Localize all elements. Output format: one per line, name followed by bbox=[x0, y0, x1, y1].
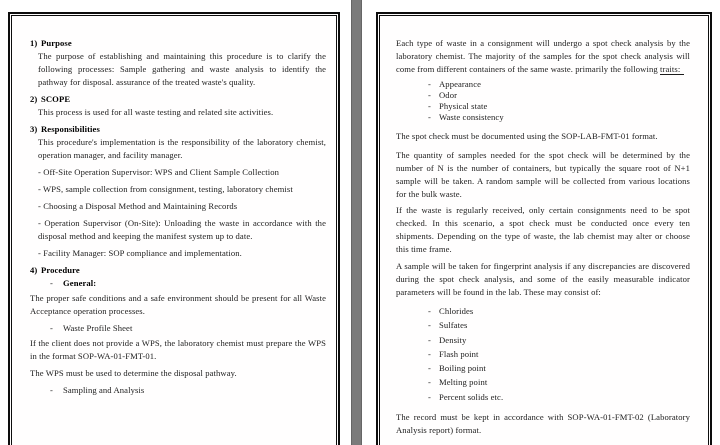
list-item-label: Boiling point bbox=[439, 363, 486, 374]
responsibility-item: - Operation Supervisor (On-Site): Unloading the waste in accordance with the disposal method and keeping the manifest system up to date. bbox=[38, 218, 326, 241]
list-item-label: Waste consistency bbox=[439, 112, 504, 122]
bullet-label: General: bbox=[63, 278, 97, 288]
general-bullet bbox=[50, 277, 326, 290]
bullet-dash: - bbox=[428, 112, 431, 122]
purpose-paragraph: The purpose of establishing and maintaining this procedure is to clarify the following processes: Sample gathering and waste analysis to identify the pathway for disposal. assurance of the treated waste's quality. bbox=[38, 51, 326, 87]
bullet-dash: - bbox=[428, 377, 431, 388]
bullet-label: Sampling and Analysis bbox=[63, 385, 145, 395]
section-number: 4) bbox=[30, 265, 38, 275]
bullet-dash: - bbox=[428, 320, 431, 331]
section-title: Responsibilities bbox=[41, 124, 100, 134]
list-item bbox=[428, 333, 690, 347]
list-item bbox=[428, 112, 690, 123]
sampling-bullet bbox=[50, 384, 326, 397]
bullet-dash: - bbox=[428, 348, 431, 359]
section-heading-scope bbox=[30, 93, 326, 106]
traits-list bbox=[428, 79, 690, 123]
bullet-dash: - bbox=[50, 385, 53, 395]
section-title: Procedure bbox=[41, 265, 80, 275]
intro-text: Each type of waste in a consignment will undergo a spot check analysis by the laboratory chemist. The majority of the samples for the spot check analysis will come from different containers of the same waste. primarily the following bbox=[396, 38, 690, 74]
list-item-label: Percent solids etc. bbox=[439, 391, 504, 402]
list-item bbox=[428, 318, 690, 332]
waste-profile-bullet bbox=[50, 322, 326, 335]
list-item-label: Sulfates bbox=[439, 320, 468, 331]
page-gap bbox=[351, 0, 362, 445]
bullet-dash: - bbox=[428, 334, 431, 345]
bullet-dash: - bbox=[428, 90, 431, 100]
list-item-label: Odor bbox=[439, 90, 458, 100]
page-right-border bbox=[379, 15, 709, 445]
general-paragraph: The proper safe conditions and a safe environment should be present for all Waste Acceptance operation processes. bbox=[30, 293, 326, 316]
responsibility-item: - Choosing a Disposal Method and Maintaining Records bbox=[38, 201, 238, 211]
section-title: Purpose bbox=[41, 38, 72, 48]
section-title: SCOPE bbox=[41, 94, 71, 104]
section-number: 3) bbox=[30, 124, 38, 134]
responsibility-item: - Facility Manager: SOP compliance and implementation. bbox=[38, 248, 242, 258]
responsibility-item: - Off-Site Operation Supervisor: WPS and Client Sample Collection bbox=[38, 167, 280, 177]
list-item-label: Density bbox=[439, 334, 467, 345]
list-item bbox=[428, 390, 690, 404]
list-item-label: Flash point bbox=[439, 348, 479, 359]
section-heading-responsibilities bbox=[30, 123, 326, 136]
bullet-dash: - bbox=[428, 79, 431, 89]
section-number: 2) bbox=[30, 94, 38, 104]
list-item-label: Physical state bbox=[439, 101, 488, 111]
section-heading-purpose bbox=[30, 37, 326, 50]
bullet-dash: - bbox=[428, 101, 431, 111]
page-right[interactable] bbox=[376, 12, 712, 445]
spotcheck-doc-paragraph: The spot check must be documented using the SOP-LAB-FMT-01 format. bbox=[396, 131, 658, 141]
bullet-label: Waste Profile Sheet bbox=[63, 323, 133, 333]
list-item-label: Chlorides bbox=[439, 306, 474, 316]
bullet-dash: - bbox=[428, 391, 431, 402]
bullet-dash: - bbox=[428, 363, 431, 374]
page-left-content bbox=[12, 16, 336, 397]
wps-paragraph-2: The WPS must be used to determine the disposal pathway. bbox=[30, 368, 237, 378]
record-paragraph: The record must be kept in accordance with SOP-WA-01-FMT-02 (Laboratory Analysis report) format. bbox=[396, 412, 690, 436]
intro-underlined-text: traits: bbox=[660, 64, 684, 75]
page-right-content bbox=[380, 16, 708, 437]
regular-waste-paragraph: If the waste is regularly received, only certain consignments need to be spot checked. In this scenario, a spot check must be conducted once every ten shipments. Depending on the type of waste, the lab chemist may alter or choose this time frame. bbox=[396, 205, 690, 254]
list-item-label: Appearance bbox=[439, 79, 482, 89]
wps-paragraph: If the client does not provide a WPS, the laboratory chemist must prepare the WPS in the format SOP-WA-01-FMT-01. bbox=[30, 338, 326, 361]
section-number: 1) bbox=[30, 38, 38, 48]
responsibilities-paragraph: This procedure's implementation is the responsibility of the laboratory chemist, operation manager, and facility manager. bbox=[38, 137, 326, 160]
bullet-dash: - bbox=[50, 278, 53, 288]
list-item bbox=[428, 361, 690, 375]
list-item bbox=[428, 375, 690, 389]
section-heading-procedure bbox=[30, 264, 326, 277]
quantity-paragraph: The quantity of samples needed for the spot check will be determined by the number of N is the number of containers, but typically the square root of N+1 sample will be taken. A random sample will be collected from various locations for the bulk waste. bbox=[396, 150, 690, 199]
list-item-label: Melting point bbox=[439, 377, 488, 388]
list-item bbox=[428, 101, 690, 112]
page-left[interactable] bbox=[8, 12, 340, 445]
fingerprint-paragraph: A sample will be taken for fingerprint analysis if any discrepancies are discovered during the spot check analysis, and some of the easily measurable indicator parameters will be found in the lab. These may consist of: bbox=[396, 261, 690, 297]
list-item bbox=[428, 304, 690, 318]
list-item bbox=[428, 90, 690, 101]
page-left-border bbox=[11, 15, 337, 445]
list-item bbox=[428, 79, 690, 90]
indicator-list bbox=[428, 304, 690, 404]
intro-paragraph bbox=[396, 37, 690, 76]
responsibility-item: - WPS, sample collection from consignment, testing, laboratory chemist bbox=[38, 184, 293, 194]
list-item bbox=[428, 347, 690, 361]
scope-paragraph: This process is used for all waste testing and related site activities. bbox=[38, 107, 274, 117]
bullet-dash: - bbox=[50, 323, 53, 333]
bullet-dash: - bbox=[428, 306, 431, 316]
